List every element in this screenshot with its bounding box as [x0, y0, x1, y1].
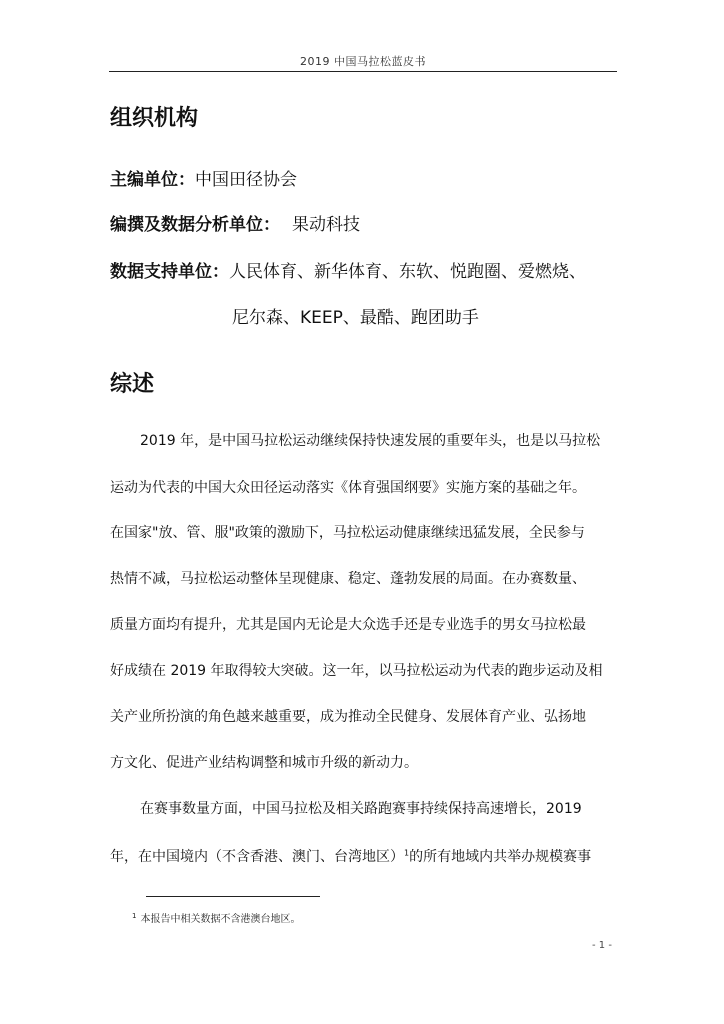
host-unit-line — [110, 165, 297, 190]
footnote-number: 1 — [132, 911, 137, 920]
summary-line: 运动为代表的中国大众田径运动落实《体育强国纲要》实施方案的基础之年。 — [110, 480, 586, 496]
summary-line — [110, 846, 591, 866]
header-divider — [109, 71, 617, 72]
summary-heading: 综述 — [110, 372, 155, 397]
summary-line: 在国家"放、管、服"政策的激励下，马拉松运动健康继续迅猛发展，全民参与 — [110, 525, 585, 541]
footnote — [132, 910, 300, 925]
support-unit-label: 数据支持单位： — [110, 262, 229, 282]
host-unit-value: 中国田径协会 — [195, 170, 297, 190]
summary-line-part: 的所有地域内共举办规模赛事 — [409, 849, 592, 865]
support-unit-line — [110, 257, 586, 282]
summary-line: 关产业所扮演的角色越来越重要，成为推动全民健身、发展体育产业、弘扬地 — [110, 709, 586, 725]
analysis-unit-value: 果动科技 — [292, 215, 360, 235]
summary-line: 在赛事数量方面，中国马拉松及相关路跑赛事持续保持高速增长，2019 — [140, 801, 582, 817]
summary-line-part: 年，在中国境内（不含香港、澳门、台湾地区） — [110, 849, 404, 865]
summary-line: 2019 年，是中国马拉松运动继续保持快速发展的重要年头，也是以马拉松 — [140, 433, 601, 449]
organization-heading: 组织机构 — [110, 106, 199, 131]
footnote-divider — [146, 896, 320, 897]
analysis-unit-line — [110, 210, 360, 235]
page-header-title: 2019 中国马拉松蓝皮书 — [300, 55, 426, 68]
footnote-text: 本报告中相关数据不含港澳台地区。 — [140, 914, 301, 925]
summary-line: 好成绩在 2019 年取得较大突破。这一年，以马拉松运动为代表的跑步运动及相 — [110, 663, 603, 679]
summary-line: 热情不减，马拉松运动整体呈现健康、稳定、蓬勃发展的局面。在办赛数量、 — [110, 571, 586, 587]
summary-line: 方文化、促进产业结构调整和城市升级的新动力。 — [110, 755, 418, 771]
host-unit-label: 主编单位： — [110, 170, 195, 190]
summary-line: 质量方面均有提升，尤其是国内无论是大众选手还是专业选手的男女马拉松最 — [110, 617, 586, 633]
footnote-reference[interactable]: 1 — [404, 848, 410, 858]
support-unit-value-line1: 人民体育、新华体育、东软、悦跑圈、爱燃烧、 — [229, 262, 586, 282]
analysis-unit-label: 编撰及数据分析单位： — [110, 215, 280, 235]
support-unit-value-line2: 尼尔森、KEEP、最酷、跑团助手 — [232, 308, 479, 328]
page-number: - 1 - — [592, 940, 612, 951]
